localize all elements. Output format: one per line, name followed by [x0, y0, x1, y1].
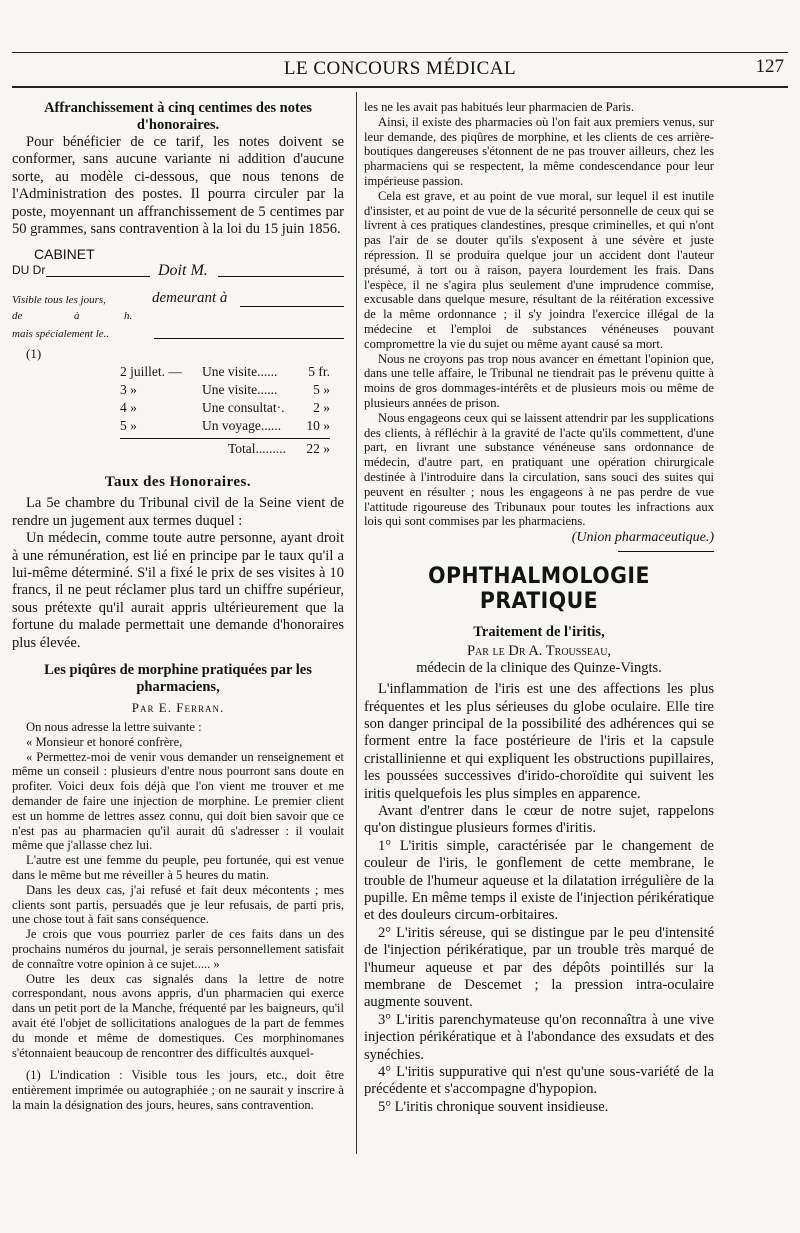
visit-type: Une consultat·. [202, 400, 285, 416]
form-blank-line [154, 338, 344, 339]
visit-type: Une visite...... [202, 382, 278, 398]
form-visible: Visible tous les jours, [12, 294, 106, 307]
form-doit: Doit M. [158, 262, 208, 280]
paragraph: 5° L'iritis chronique souvent insidieuse. [378, 1098, 609, 1115]
right-column [364, 100, 714, 1116]
footnote-mark: (1) [26, 346, 42, 362]
visit-date: 2 juillet. — [120, 364, 182, 380]
paragraph: « Monsieur et honoré confrère, [26, 734, 183, 749]
byline-affiliation: médecin de la clinique des Quinze-Vingts. [416, 660, 662, 677]
paragraph: 3° L'iritis parenchymateuse qu'on reconnaîtra à une vive injection périkératique et à l'abondance des exsudats et des synéchies. [364, 1011, 714, 1063]
visit-type: Une visite...... [202, 364, 278, 380]
invoice-form-model [12, 242, 344, 468]
page-header [12, 56, 788, 84]
total-rule [120, 438, 330, 439]
byline-ferran: Par E. Ferran. [131, 700, 225, 716]
section-title-taux: Taux des Honoraires. [104, 474, 252, 491]
paragraph: Un médecin, comme toute autre personne, ayant droit à une rémunération, est lié en principe par le taux qu'il a lui-même déterminé. S'il a fixé le prix de ses visites à 10 francs, il ne peut réclamer plus tard un chiffre supérieur, sous prétexte qu'il aurait appris ultérieurement que la fortune du malade permettait une demande d'honoraires plus élevée. [12, 530, 344, 651]
total-row [120, 441, 330, 459]
visit-row [120, 400, 330, 418]
form-blank-line [46, 276, 150, 277]
section-title-affranchissement-2: d'honoraires. [136, 117, 220, 133]
paragraph: La 5e chambre du Tribunal civil de la Seine vient de rendre un jugement aux termes duquel : [12, 495, 344, 529]
visit-row [120, 382, 330, 400]
form-demeurant: demeurant à [152, 290, 228, 307]
byline-trousseau: Par le Dr A. Trousseau, [466, 643, 612, 660]
paragraph: L'inflammation de l'iris est une des affections les plus fréquentes et les plus sérieuses du globe oculaire. Elle tire son danger principal de la possibilité des adhérences qui se forment entre la face postérieure de l'iris et la capsule cristallinienne et qui expliquent les obstructions pupillaires, les poussées successives d'irido-choroïdite qui suivent les iritis quelquefois les plus simples en apparence. [364, 681, 714, 802]
visits-table [120, 364, 330, 459]
form-du-dr: DU Dr [12, 263, 46, 278]
paragraph: 1° L'iritis simple, caractérisée par le changement de couleur de l'iris, le gonflement de cette membrane, le trouble de l'humeur aqueuse et la dilatation irrégulière de la pupille. En même temps il existe de l'injection périkératique et des douleurs circum-orbitaires. [364, 837, 714, 924]
visit-date: 4 » [120, 400, 137, 416]
visit-type: Un voyage...... [202, 418, 282, 434]
paragraph: L'autre est une femme du peuple, peu fortunée, qui est venue dans le même but me réveiller à 5 heures du matin. [12, 853, 344, 883]
visit-price: 5 fr. [308, 364, 330, 380]
paragraph: Dans les deux cas, j'ai refusé et fait deux mécontents ; mes clients sont partis, persuadés que je leur refusais, de parti pris, une chose tout à fait sans conséquence. [12, 882, 344, 927]
form-mais: mais spécialement le.. [12, 328, 110, 341]
paragraph: Outre les deux cas signalés dans la lettre de notre correspondant, nous avons appris, d'un pharmacien qui exerce dans un petit port de la Manche, fréquenté par les baigneurs, qu'il avait été l'objet de sollicitations analogues de la part de femmes du monde et même de domestiques. Ces morphinomanes s'étonnaient beaucoup de rencontrer des difficultés auxquel- [12, 971, 344, 1060]
footnote: (1) L'indication : Visible tous les jours, etc., doit être entièrement imprimée ou autographiée ; on ne saurait y inscrire à la main la désignation des jours, heures, sans contravention. [12, 1068, 344, 1113]
ophthalmology-title: OPHTHALMOLOGIE PRATIQUE [428, 564, 650, 615]
running-title: LE CONCOURS MÉDICAL [283, 58, 517, 79]
paragraph: Pour bénéficier de ce tarif, les notes doivent se conformer, sans aucune variante ni addition d'aucune sorte, au modèle ci-dessous, que nous tenons de l'Administration des postes. Il pourra circuler par la poste, moyennant un affranchissement de 5 centimes par 50 grammes, sans contravention à la loi du 15 juin 1856. [12, 134, 344, 238]
form-cabinet: CABINET [34, 246, 95, 263]
visit-price: 10 » [306, 418, 330, 434]
paragraph: Nous engageons ceux qui se laissent attendrir par les supplications des clients, à réfléchir à la gravité de l'acte qu'ils commettent, d'une part, en livrant une substance vénéneuse sans ordonnance de médecin, d'autre part, en pratiquant une opération chirurgicale destinée à l'introduire dans la circulation, sans souci des suites qui peuvent en résulter ; nous les engageons à ne pas perdre de vue l'attitude rigoureuse des Tribunaux pour toutes les infractions aux lois qui sont commises par les pharmaciens. [364, 410, 714, 529]
paragraph: les ne les avait pas habitués leur pharmacien de Paris. [364, 100, 634, 114]
ophthalmology-subtitle: Traitement de l'iritis, [473, 624, 605, 641]
section-title-affranchissement: Affranchissement à cinq centimes des notes [44, 100, 312, 116]
paragraph: Ainsi, il existe des pharmacies où l'on fait aux premiers venus, sur leur demande, des piqûres de morphine, et les clients de ces arrière-boutiques dangereuses s'étonnent de ne pas trouver ailleurs, chez les pharmaciens qui se respectent, la même condescendance pour leur impérieuse passion. [364, 114, 714, 188]
paragraph: Avant d'entrer dans le cœur de notre sujet, rappelons qu'on distingue plusieurs formes d'iritis. [364, 802, 714, 837]
total-value: 22 » [306, 441, 330, 457]
paragraph: Cela est grave, et au point de vue moral, sur lequel il est inutile d'insister, et au point de vue de la sécurité personnelle de ceux qui se livrent à ces pratiques clandestines, presque criminelles, et qui n'ont pas l'air de se douter qu'ils s'exposent à une sévère et juste répression. Il se produira quelque jour un accident dont l'auteur présumé, à tort ou à raison, payera lourdement les frais. Dans l'espèce, il ne s'agira plus seulement d'une imprudence commise, excusable dans quelque mesure, résultant de la réitération excessive de la même ordonnance ; il s'y joindra l'exercice illégal de la médecine et l'emploi de substances vénéneuses pouvant compromettre la vie du sujet ou même ayant causé sa mort. [364, 188, 714, 351]
column-divider [356, 92, 357, 1154]
visit-date: 5 » [120, 418, 137, 434]
header-top-rule [12, 52, 788, 53]
paragraph: Nous ne croyons pas trop nous avancer en émettant l'opinion que, dans une telle affaire, le Tribunal ne tiendrait pas le prévenu quitte à moins de gros dommages-intérêts et de plusieurs mois ou même de plusieurs années de prison. [364, 351, 714, 410]
form-a: à [74, 310, 80, 323]
form-h: h. [124, 310, 133, 323]
paragraph: Je crois que vous pourriez parler de ces faits dans un des prochains numéros du journal, je serais personnellement satisfait de connaître votre opinion à ce sujet..... » [12, 927, 344, 971]
visit-price: 2 » [313, 400, 330, 416]
source-citation: (Union pharmaceutique.) [571, 530, 714, 546]
visit-date: 3 » [120, 382, 137, 398]
total-label: Total......... [228, 441, 286, 457]
form-blank-line [218, 276, 344, 277]
header-rule [12, 86, 788, 88]
page-number: 127 [755, 56, 784, 77]
visit-row [120, 418, 330, 436]
separator-rule [618, 551, 714, 552]
visit-row [120, 364, 330, 382]
paragraph: « Permettez-moi de venir vous demander un renseignement et même un conseil : plusieurs d'entre nous pourront sans doute en profiter. Voici deux fois déjà que l'on vient me trouver et me demander de faire une injection de morphine. Le premier client est un homme de lettres assez connu, qui doit bien savoir que ce n'est pas au pharmacien qu'il aurait dû s'adresser : il voulait même que j'allasse chez lui. [12, 749, 344, 853]
form-de: de [12, 310, 23, 323]
section-title-morphine: Les piqûres de morphine pratiquées par les [44, 662, 312, 679]
visit-price: 5 » [313, 382, 330, 398]
paragraph: On nous adresse la lettre suivante : [26, 720, 202, 735]
section-title-morphine-2: pharmaciens, [136, 679, 220, 696]
paragraph: 2° L'iritis séreuse, qui se distingue par le peu d'intensité de l'injection périkératique, par un trouble très marqué de l'humeur aqueuse et par des dépôts pointillés sur la membrane de Descemet ; la pression intra-oculaire augmente souvent. [364, 924, 714, 1011]
paragraph: 4° L'iritis suppurative qui n'est qu'une sous-variété de la précédente et s'accompagne d'hypopion. [364, 1064, 714, 1098]
form-blank-line [240, 306, 344, 307]
left-column [12, 100, 344, 1113]
